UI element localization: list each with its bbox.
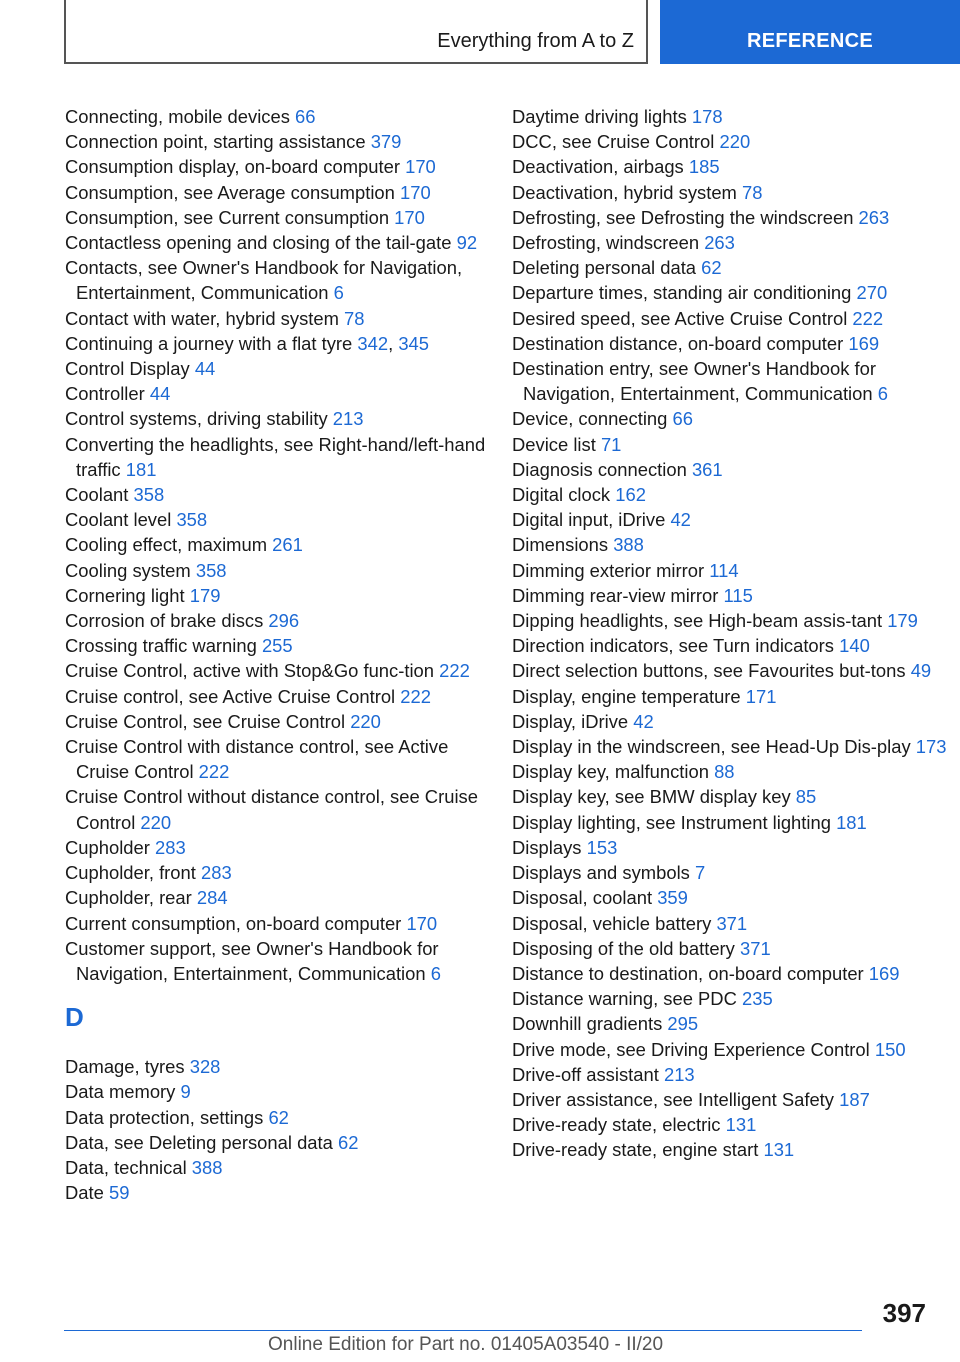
index-entry bbox=[65, 406, 495, 431]
page-reference-link[interactable]: 388 bbox=[613, 534, 644, 556]
page-reference-link[interactable]: 178 bbox=[691, 106, 723, 127]
index-entry bbox=[65, 205, 495, 230]
index-term: Date bbox=[65, 1182, 104, 1204]
index-entry bbox=[512, 180, 952, 205]
index-term: Coolant level bbox=[65, 509, 172, 531]
index-entry bbox=[512, 457, 952, 482]
page-reference-link[interactable]: 222 bbox=[400, 685, 431, 707]
page-reference-link[interactable]: 78 bbox=[344, 307, 365, 329]
page-reference-link[interactable]: 328 bbox=[189, 1056, 221, 1078]
index-entry bbox=[512, 558, 952, 583]
index-entry bbox=[512, 129, 952, 154]
page-reference-link[interactable]: 263 bbox=[704, 232, 735, 254]
index-term: Display key, see BMW display key bbox=[512, 786, 791, 808]
index-entry bbox=[65, 532, 495, 557]
page-reference-link[interactable]: 379 bbox=[370, 131, 402, 153]
index-entry bbox=[512, 230, 952, 255]
index-entry bbox=[65, 1105, 495, 1130]
index-entry bbox=[512, 432, 952, 457]
index-entry bbox=[65, 911, 495, 936]
page-reference-link[interactable]: 170 bbox=[406, 912, 438, 934]
index-entry bbox=[65, 129, 495, 154]
index-term: Destination entry, see Owner's Handbook for Navigation, Entertainment, Communication bbox=[512, 358, 877, 405]
index-entry bbox=[65, 608, 495, 633]
index-entry bbox=[512, 734, 952, 759]
index-term: Downhill gradients bbox=[512, 1013, 663, 1035]
page-reference-link[interactable]: 7 bbox=[694, 862, 706, 884]
index-entry bbox=[512, 1062, 952, 1087]
index-entry bbox=[512, 658, 952, 683]
index-entry bbox=[512, 532, 952, 557]
page-reference-link[interactable]: 296 bbox=[268, 610, 300, 632]
index-entry bbox=[65, 1155, 495, 1180]
index-entry bbox=[512, 608, 952, 633]
page-reference-link[interactable]: 222 bbox=[439, 660, 470, 682]
page-reference-link[interactable]: 255 bbox=[261, 635, 293, 657]
index-term: Device, connecting bbox=[512, 408, 668, 430]
index-entry bbox=[512, 1087, 952, 1112]
index-entry bbox=[512, 885, 952, 910]
index-term: Displays bbox=[512, 836, 582, 858]
index-term: Cooling system bbox=[65, 559, 191, 581]
index-term: Disposing of the old battery bbox=[512, 937, 735, 959]
index-term: Dimming exterior mirror bbox=[512, 559, 705, 581]
index-term: Consumption display, on-board computer bbox=[65, 156, 400, 178]
index-term: DCC, see Cruise Control bbox=[512, 131, 715, 153]
page-reference-link[interactable]: 222 bbox=[198, 761, 230, 783]
page-reference-link[interactable]: 261 bbox=[272, 534, 303, 556]
index-term: Current consumption, on-board computer bbox=[65, 912, 402, 934]
index-term: Deactivation, airbags bbox=[512, 156, 684, 178]
index-entry bbox=[65, 432, 495, 482]
index-term: Cupholder, rear bbox=[65, 887, 192, 909]
page-reference-link[interactable]: 361 bbox=[691, 458, 723, 480]
page-reference-link[interactable]: 213 bbox=[332, 408, 364, 430]
page-reference-link[interactable]: 131 bbox=[725, 1114, 757, 1136]
index-section-letter: D bbox=[65, 1002, 84, 1033]
index-entry bbox=[512, 154, 952, 179]
page-reference-link[interactable]: 342 bbox=[357, 332, 389, 354]
page-reference-link[interactable]: 213 bbox=[663, 1063, 695, 1085]
page-reference-link[interactable]: 115 bbox=[723, 584, 753, 606]
index-term: Dimensions bbox=[512, 534, 609, 556]
index-entry bbox=[65, 633, 495, 658]
page-reference-link[interactable]: 6 bbox=[430, 962, 441, 984]
index-column-right bbox=[512, 104, 952, 1163]
index-entry bbox=[65, 356, 495, 381]
index-entry bbox=[512, 759, 952, 784]
index-entry bbox=[512, 280, 952, 305]
page-reference-link[interactable]: 283 bbox=[201, 862, 232, 884]
index-entry: Continuing a journey with a flat tyre 342, 345 bbox=[65, 332, 429, 354]
index-term: Connecting, mobile devices bbox=[65, 106, 290, 127]
index-entry bbox=[512, 1011, 952, 1036]
index-term: Direction indicators, see Turn indicators bbox=[512, 635, 834, 657]
index-entry bbox=[512, 306, 952, 331]
index-term: Diagnosis connection bbox=[512, 458, 687, 480]
index-entry bbox=[512, 911, 952, 936]
page-reference-link[interactable]: 220 bbox=[350, 710, 381, 732]
index-entry bbox=[65, 154, 495, 179]
index-entry bbox=[65, 709, 495, 734]
index-entry bbox=[512, 507, 952, 532]
index-term: Data protection, settings bbox=[65, 1106, 264, 1128]
index-entry bbox=[512, 986, 952, 1011]
index-entry bbox=[65, 860, 495, 885]
index-term: Digital input, iDrive bbox=[512, 509, 666, 531]
index-term: Cruise Control, active with Stop&Go func-tion bbox=[65, 660, 434, 682]
index-term: Deleting personal data bbox=[512, 257, 697, 279]
page-reference-link[interactable]: 42 bbox=[633, 710, 654, 732]
page-reference-link[interactable]: 170 bbox=[394, 206, 425, 228]
page-reference-link[interactable]: 150 bbox=[874, 1038, 906, 1060]
page-reference-link[interactable]: 62 bbox=[268, 1106, 289, 1128]
index-term: Consumption, see Current consumption bbox=[65, 206, 390, 228]
index-term: Dipping headlights, see High-beam assis-tant bbox=[512, 610, 883, 632]
index-term: Consumption, see Average consumption bbox=[65, 181, 395, 203]
page-reference-link[interactable]: 358 bbox=[195, 559, 227, 581]
page-reference-link[interactable]: 235 bbox=[742, 988, 773, 1010]
index-term: Customer support, see Owner's Handbook for Navigation, Entertainment, Communication bbox=[65, 937, 439, 984]
index-entry bbox=[512, 406, 952, 431]
index-entry bbox=[65, 180, 495, 205]
index-entry bbox=[65, 558, 495, 583]
index-entry bbox=[65, 482, 495, 507]
index-entry bbox=[65, 835, 495, 860]
index-term: Cruise control, see Active Cruise Control bbox=[65, 685, 396, 707]
index-term: Display key, malfunction bbox=[512, 761, 709, 783]
page-reference-link[interactable]: 358 bbox=[133, 484, 165, 506]
page-reference-link[interactable]: 388 bbox=[191, 1156, 223, 1178]
page-reference-link[interactable]: 62 bbox=[701, 257, 722, 279]
page-number: 397 bbox=[882, 1298, 926, 1328]
index-entry bbox=[512, 709, 952, 734]
index-term: Digital clock bbox=[512, 484, 611, 506]
page-reference-link[interactable]: 78 bbox=[742, 181, 763, 203]
index-term: Corrosion of brake discs bbox=[65, 610, 264, 632]
page-reference-link[interactable]: 359 bbox=[657, 887, 688, 909]
index-term: Data memory bbox=[65, 1081, 176, 1103]
index-column-left bbox=[65, 104, 495, 1205]
index-term: Displays and symbols bbox=[512, 862, 690, 884]
index-entry bbox=[65, 1079, 495, 1104]
page-reference-link[interactable]: 114 bbox=[709, 559, 739, 581]
index-entry bbox=[512, 1112, 952, 1137]
index-term: Device list bbox=[512, 433, 596, 455]
page-reference-link[interactable]: 185 bbox=[688, 156, 720, 178]
index-entry bbox=[65, 507, 495, 532]
index-term: Cupholder, front bbox=[65, 862, 196, 884]
index-entry bbox=[512, 331, 952, 356]
page-reference-link[interactable]: 284 bbox=[196, 887, 228, 909]
index-term: Cornering light bbox=[65, 584, 185, 606]
index-term: Cruise Control with distance control, see Active Cruise Control bbox=[65, 736, 449, 783]
index-term: Distance warning, see PDC bbox=[512, 988, 737, 1010]
index-term: Cruise Control without distance control, see Cruise Control bbox=[65, 786, 478, 833]
index-entry bbox=[512, 961, 952, 986]
index-term: Disposal, coolant bbox=[512, 887, 653, 909]
page-reference-link[interactable]: 371 bbox=[716, 912, 748, 934]
page-reference-link[interactable]: 162 bbox=[615, 484, 646, 506]
index-term: Departure times, standing air conditioning bbox=[512, 282, 852, 304]
index-term: Cruise Control, see Cruise Control bbox=[65, 710, 346, 732]
page-reference-link[interactable]: 358 bbox=[176, 509, 208, 531]
index-term: Defrosting, see Defrosting the windscreen bbox=[512, 206, 854, 228]
page-reference-link[interactable]: 49 bbox=[910, 660, 932, 682]
page-reference-link[interactable]: 6 bbox=[877, 383, 888, 405]
index-entry bbox=[512, 104, 952, 129]
page-reference-link[interactable]: 295 bbox=[667, 1013, 699, 1035]
index-entry bbox=[65, 684, 495, 709]
index-entry bbox=[512, 860, 952, 885]
index-list-d bbox=[65, 1054, 495, 1205]
index-entry bbox=[512, 356, 952, 406]
index-entry bbox=[65, 1130, 495, 1155]
page-reference-link[interactable]: 6 bbox=[333, 282, 344, 304]
page-reference-link[interactable]: 44 bbox=[194, 358, 216, 380]
page-reference-link[interactable]: 179 bbox=[887, 610, 918, 632]
page-reference-link[interactable]: 169 bbox=[848, 332, 880, 354]
index-term: Data, see Deleting personal data bbox=[65, 1131, 333, 1153]
index-entry bbox=[65, 104, 495, 129]
index-term: Coolant bbox=[65, 484, 129, 506]
index-list-c bbox=[65, 104, 495, 986]
page-reference-link[interactable]: 371 bbox=[740, 937, 771, 959]
page-reference-link[interactable]: 66 bbox=[295, 106, 316, 127]
index-term: Display lighting, see Instrument lighting bbox=[512, 811, 831, 833]
page-reference-link[interactable]: 345 bbox=[398, 332, 429, 354]
index-term: Contactless opening and closing of the tail-gate bbox=[65, 232, 452, 254]
index-entry bbox=[512, 255, 952, 280]
page-reference-link[interactable]: 270 bbox=[856, 282, 888, 304]
index-entry bbox=[512, 482, 952, 507]
index-term: Connection point, starting assistance bbox=[65, 131, 366, 153]
index-term: Control Display bbox=[65, 358, 190, 380]
page-reference-link[interactable]: 220 bbox=[719, 131, 751, 153]
index-entry bbox=[512, 583, 952, 608]
page-reference-link[interactable]: 42 bbox=[670, 509, 691, 531]
page-reference-link[interactable]: 181 bbox=[125, 458, 157, 480]
index-term: Converting the headlights, see Right-hand/left-hand traffic bbox=[65, 433, 486, 480]
index-entry bbox=[65, 734, 495, 784]
page-reference-link[interactable]: 92 bbox=[456, 232, 478, 254]
page-reference-link[interactable]: 153 bbox=[586, 836, 618, 858]
index-entry bbox=[512, 936, 952, 961]
page-reference-link[interactable]: 88 bbox=[714, 761, 735, 783]
index-entry bbox=[65, 583, 495, 608]
index-entry bbox=[65, 255, 495, 305]
index-term: Damage, tyres bbox=[65, 1056, 185, 1078]
page-reference-link[interactable]: 62 bbox=[337, 1131, 359, 1153]
page-reference-link[interactable]: 222 bbox=[852, 307, 884, 329]
footer-edition-note: Online Edition for Part no. 01405A03540 - II/20 bbox=[268, 1334, 664, 1355]
index-entry bbox=[512, 633, 952, 658]
index-term: Driver assistance, see Intelligent Safety bbox=[512, 1088, 834, 1110]
page-reference-link[interactable]: 170 bbox=[400, 181, 431, 203]
page-reference-link[interactable]: 59 bbox=[108, 1182, 130, 1204]
index-term: Drive mode, see Driving Experience Control bbox=[512, 1038, 870, 1060]
page-reference-link[interactable]: 44 bbox=[149, 383, 171, 405]
index-term: Distance to destination, on-board computer bbox=[512, 962, 864, 984]
header-section-box bbox=[64, 0, 648, 64]
index-term: Defrosting, windscreen bbox=[512, 232, 700, 254]
index-entry bbox=[65, 658, 495, 683]
index-term: Drive-off assistant bbox=[512, 1063, 659, 1085]
index-entry bbox=[512, 684, 952, 709]
index-entry bbox=[512, 1037, 952, 1062]
index-term: Daytime driving lights bbox=[512, 106, 687, 127]
page-reference-link[interactable]: 171 bbox=[745, 685, 777, 707]
index-entry bbox=[512, 810, 952, 835]
index-entry bbox=[65, 306, 495, 331]
index-entry bbox=[65, 1054, 495, 1079]
index-term: Drive-ready state, engine start bbox=[512, 1139, 759, 1161]
index-term: Controller bbox=[65, 383, 145, 405]
index-entry bbox=[65, 885, 495, 910]
index-term: Direct selection buttons, see Favourites but-tons bbox=[512, 660, 906, 682]
index-term: Dimming rear-view mirror bbox=[512, 584, 719, 606]
page-reference-link[interactable]: 169 bbox=[868, 962, 900, 984]
index-term: Display in the windscreen, see Head-Up Dis-play bbox=[512, 736, 911, 758]
page-reference-link[interactable]: 283 bbox=[154, 836, 186, 858]
index-term: Drive-ready state, electric bbox=[512, 1114, 721, 1136]
index-term: Control systems, driving stability bbox=[65, 408, 328, 430]
page-reference-link[interactable]: 131 bbox=[763, 1139, 795, 1161]
index-term: Display, engine temperature bbox=[512, 685, 741, 707]
index-term: Cooling effect, maximum bbox=[65, 534, 268, 556]
header-chapter-label: REFERENCE bbox=[746, 30, 874, 52]
index-entry bbox=[65, 381, 495, 406]
header-section-title: Everything from A to Z bbox=[437, 30, 634, 52]
page-reference-link[interactable]: 181 bbox=[836, 811, 867, 833]
page-reference-link[interactable]: 187 bbox=[839, 1088, 870, 1110]
index-entry bbox=[512, 1137, 952, 1162]
footer-divider bbox=[64, 1330, 862, 1331]
page-reference-link[interactable]: 220 bbox=[140, 811, 172, 833]
index-entry bbox=[65, 230, 495, 255]
index-entry bbox=[512, 784, 952, 809]
index-term: Display, iDrive bbox=[512, 710, 629, 732]
page-reference-link[interactable]: 170 bbox=[405, 156, 436, 178]
page-reference-link[interactable]: 85 bbox=[795, 786, 817, 808]
page-reference-link[interactable]: 173 bbox=[915, 736, 947, 758]
page-reference-link[interactable]: 179 bbox=[189, 584, 221, 606]
header-chapter-tab[interactable] bbox=[660, 0, 960, 64]
index-term: Destination distance, on-board computer bbox=[512, 332, 844, 354]
page-reference-link[interactable]: 263 bbox=[858, 206, 890, 228]
page-reference-link[interactable]: 66 bbox=[672, 408, 693, 430]
index-term: Continuing a journey with a flat tyre bbox=[65, 332, 353, 354]
index-term: Disposal, vehicle battery bbox=[512, 912, 712, 934]
index-term: Data, technical bbox=[65, 1156, 187, 1178]
index-term: Cupholder bbox=[65, 836, 150, 858]
page-reference-link[interactable]: 9 bbox=[180, 1081, 191, 1103]
page-reference-link[interactable]: 71 bbox=[600, 433, 622, 455]
index-term: Desired speed, see Active Cruise Control bbox=[512, 307, 848, 329]
page-reference-link[interactable]: 140 bbox=[839, 635, 870, 657]
index-term: Deactivation, hybrid system bbox=[512, 181, 737, 203]
index-entry bbox=[512, 835, 952, 860]
index-entry bbox=[65, 936, 495, 986]
index-term: Contacts, see Owner's Handbook for Navigation, Entertainment, Communication bbox=[65, 257, 463, 304]
index-list-d-continued bbox=[512, 104, 952, 1163]
index-term: Contact with water, hybrid system bbox=[65, 307, 339, 329]
index-entry bbox=[65, 1180, 495, 1205]
index-entry bbox=[65, 784, 495, 834]
index-term: Crossing traffic warning bbox=[65, 635, 257, 657]
index-entry bbox=[512, 205, 952, 230]
